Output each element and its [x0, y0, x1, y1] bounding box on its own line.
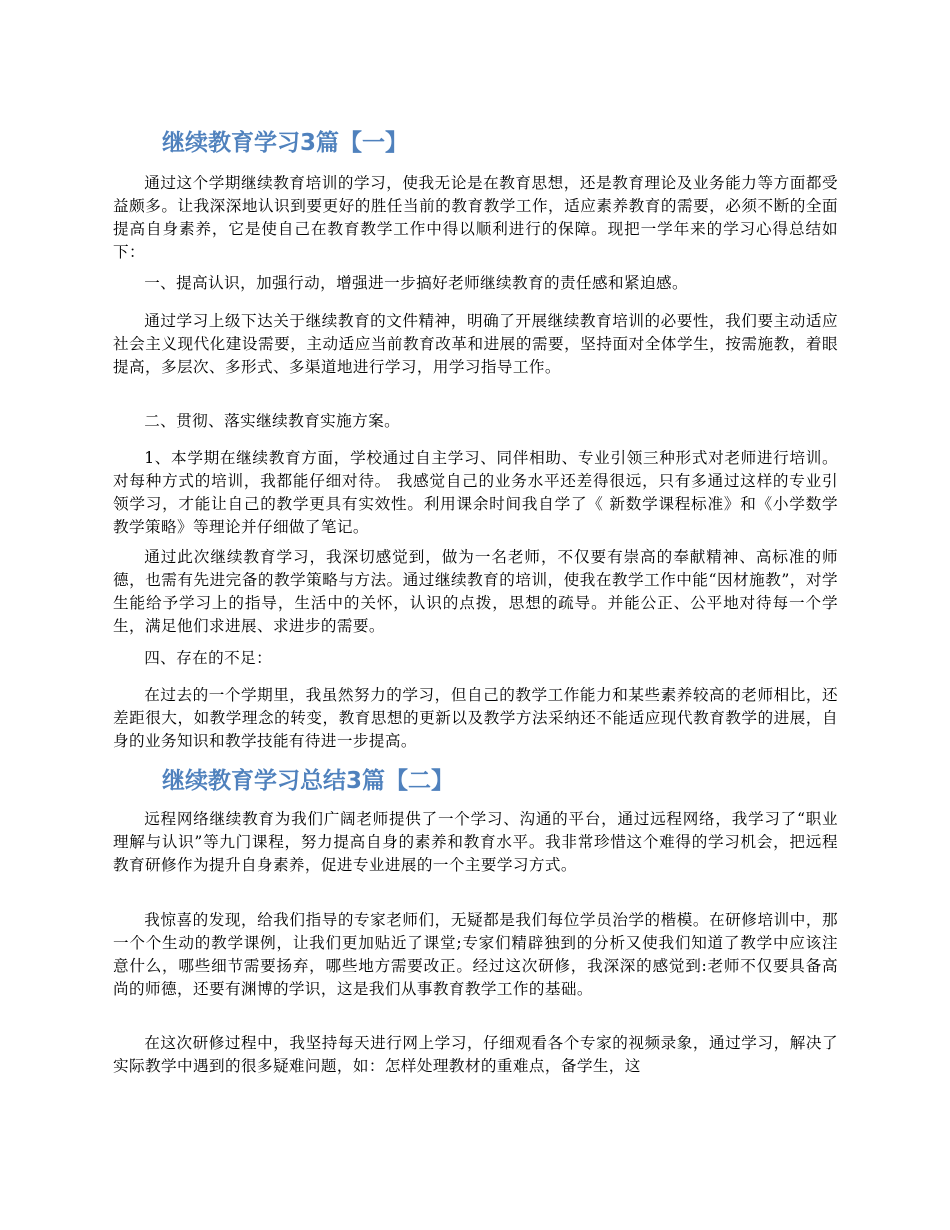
section-1-paragraph-8: 在过去的一个学期里，我虽然努力的学习，但自己的教学工作能力和某些素养较高的老师相比，还差距很大，如教学理念的转变，教育思想的更新以及教学方法采纳还不能适应现代教育教学的进展，自身的业务知识和教学技能有待进一步提高。: [113, 686, 838, 750]
section-2-paragraph-3: 在这次研修过程中，我坚持每天进行网上学习，仔细观看各个专家的视频录象，通过学习，解决了实际教学中遇到的很多疑难问题，如：怎样处理教材的重难点，备学生，这: [113, 1034, 838, 1075]
section-1-paragraph-4: 二、贯彻、落实继续教育实施方案。: [144, 412, 401, 430]
section-1-paragraph-5: 1、本学期在继续教育方面，学校通过自主学习、同伴相助、专业引领三种形式对老师进行培训。对每种方式的培训，我都能仔细对待。 我感觉自己的业务水平还差得很远，只有多通过这样的专业引领学习，才能让自己的教学更具有实效性。利用课余时间我自学了《 新数学课程标准》和《小学数学教学策略》等理论并仔细做了笔记。: [113, 449, 838, 536]
section-1-heading: 继续教育学习3篇【一】: [162, 130, 409, 156]
section-1-paragraph-6: 通过此次继续教育学习，我深切感觉到，做为一名老师，不仅要有崇高的奉献精神、高标准的师德，也需有先进完备的教学策略与方法。通过继续教育的培训，使我在教学工作中能“因材施教”，对学生能给予学习上的指导，生活中的关怀，认识的点拨，思想的疏导。并能公正、公平地对待每一个学生，满足他们求进展、求进步的需要。: [113, 548, 838, 635]
section-2-paragraph-2: 我惊喜的发现，给我们指导的专家老师们，无疑都是我们每位学员治学的楷模。在研修培训中，那一个个生动的教学课例，让我们更加贴近了课堂;专家们精辟独到的分析又使我们知道了教学中应该注意什么，哪些细节需要扬弃，哪些地方需要改正。经过这次研修，我深深的感觉到:老师不仅要具备高尚的师德，还要有渊博的学识，这是我们从事教育教学工作的基础。: [113, 911, 838, 998]
section-1-paragraph-1: 通过这个学期继续教育培训的学习，使我无论是在教育思想，还是教育理论及业务能力等方面都受益颇多。让我深深地认识到要更好的胜任当前的教育教学工作，适应素养教育的需要，必须不断的全面提高自身素养，它是使自己在教育教学工作中得以顺利进行的保障。现把一学年来的学习心得总结如下：: [113, 174, 838, 261]
section-1-paragraph-3: 通过学习上级下达关于继续教育的文件精神，明确了开展继续教育培训的必要性，我们要主动适应社会主义现代化建设需要，主动适应当前教育改革和进展的需要，坚持面对全体学生，按需施教，着眼提高，多层次、多形式、多渠道地进行学习，用学习指导工作。: [113, 312, 838, 376]
section-1-paragraph-2: 一、提高认识，加强行动，增强进一步搞好老师继续教育的责任感和紧迫感。: [144, 274, 688, 292]
section-2-paragraph-1: 远程网络继续教育为我们广阔老师提供了一个学习、沟通的平台，通过远程网络，我学习了“职业理解与认识”等九门课程，努力提高自身的素养和教育水平。我非常珍惜这个难得的学习机会，把远程教育研修作为提升自身素养，促进专业进展的一个主要学习方式。: [113, 810, 838, 874]
section-2-heading: 继续教育学习总结3篇【二】: [162, 768, 455, 794]
section-1-paragraph-7: 四、存在的不足：: [144, 649, 273, 667]
